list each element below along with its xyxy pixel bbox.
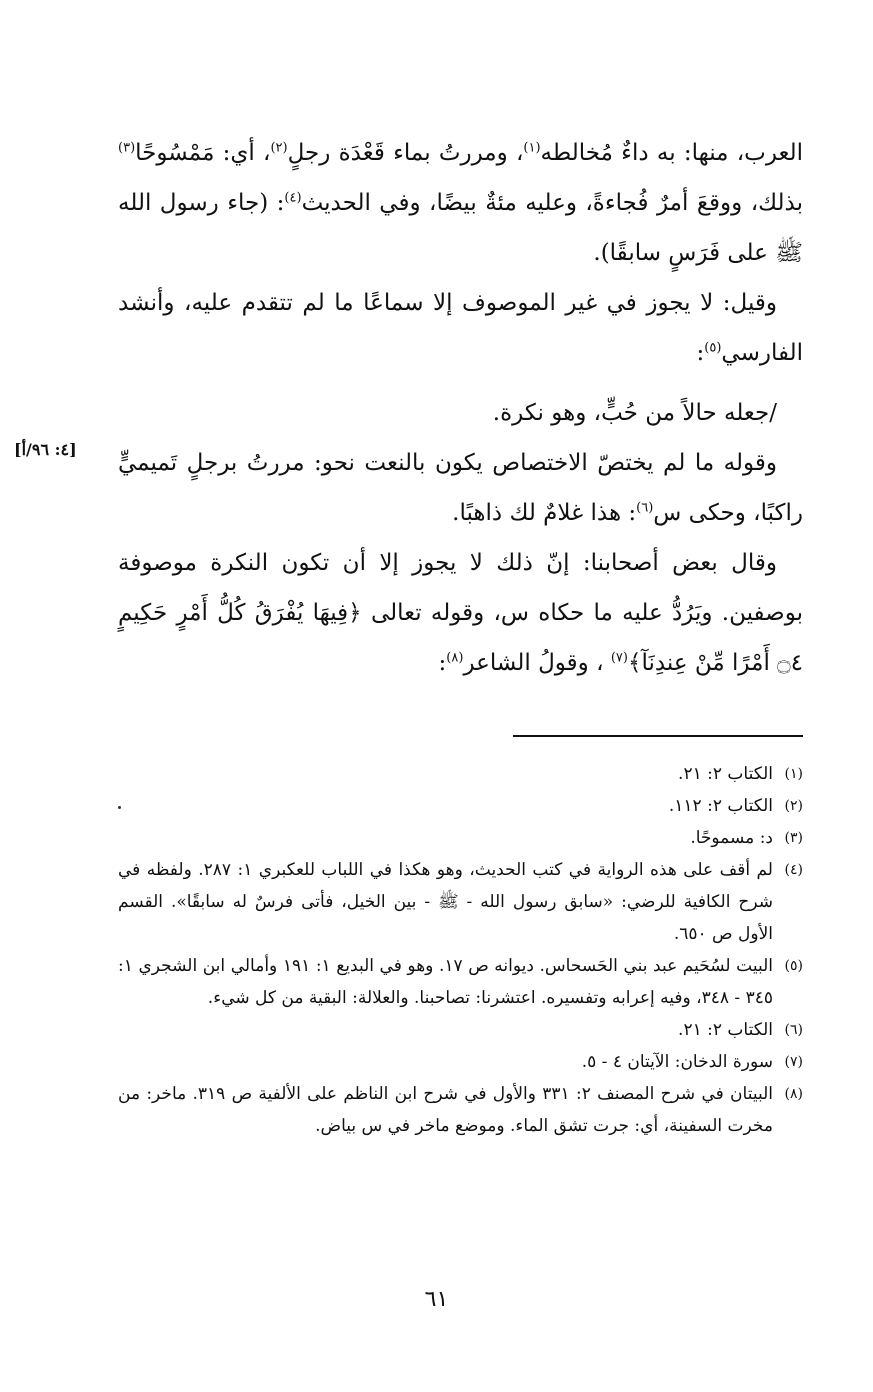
paragraph-4: [118, 438, 803, 538]
footnote-item: [118, 758, 803, 790]
footnote-ref-5[interactable]: (٥): [704, 340, 722, 356]
footnote-number: (٢): [784, 798, 803, 814]
text-run: ، ومررتُ بماء قَعْدَة رجلٍ: [287, 140, 524, 166]
text-run: العرب، منها: به داءٌ مُخالطه: [540, 140, 803, 166]
text-run: وقوله ما لم يختصّ الاختصاص يكون بالنعت نحو: مررتُ برجلٍ تَميميٍّ راكبًا، وحكى س: [118, 450, 803, 526]
paragraph-5: [118, 538, 803, 688]
footnote-text: البيتان في شرح المصنف ٢: ٣٣١ والأول في شرح ابن الناظم على الألفية ص ٣١٩. ماخر: من مخرت السفينة، أي: جرت تشق الماء. وموضع ماخر في س بياض.: [118, 1084, 773, 1136]
paragraph-1: [118, 128, 803, 278]
footnote-number: (٥): [784, 958, 803, 974]
footnote-item: [118, 854, 803, 950]
footnote-ref-7[interactable]: (٧): [610, 650, 628, 666]
footnote-item: [118, 1046, 803, 1078]
text-run: :: [438, 650, 447, 676]
text-run: وقال بعض أصحابنا: إنّ ذلك لا يجوز إلا أن تكون النكرة موصوفة بوصفين. ويَرُدُّ عليه ما حكاه س، وقوله تعالى ﴿فِيهَا يُفْرَقُ كُلُّ أَمْرٍ حَكِيمٍ ۝٤ أَمْرًا مِّنْ عِندِنَآ﴾: [118, 550, 803, 676]
text-run: بذلك، ووقعَ أمرٌ فُجاءةً، وعليه مئةٌ بيضًا، وفي الحديث: [301, 190, 803, 216]
footnote-item: [118, 790, 803, 822]
footnote-ref-3[interactable]: (٣): [118, 140, 136, 156]
footnote-ref-6[interactable]: (٦): [636, 500, 654, 516]
footnote-number: (٦): [784, 1022, 803, 1038]
paragraph-2: [118, 278, 803, 378]
footnote-number: (٣): [784, 830, 803, 846]
text-run: : هذا غلامٌ لك ذاهبًا.: [452, 500, 637, 526]
footnote-text: البيت لسُحَيم عبد بني الحَسحاس. ديوانه ص ١٧. وهو في البديع ١: ١٩١ وأمالي ابن الشجري ١: ٣٤٥ - ٣٤٨، وفيه إعرابه وتفسيره. اعتشرنا: تصاحبنا. والعلالة: البقية من كل شيء.: [118, 956, 773, 1008]
footnote-item: [118, 822, 803, 854]
footnote-number: (٤): [784, 862, 803, 878]
footnote-text: الكتاب ٢: ٢١.: [678, 764, 773, 784]
text-run: :: [696, 340, 705, 366]
footnote-ref-1[interactable]: (١): [523, 140, 541, 156]
footnote-text: الكتاب ٢: ٢١.: [678, 1020, 773, 1040]
footnote-text: لم أقف على هذه الرواية في كتب الحديث، وهو هكذا في اللباب للعكبري ١: ٢٨٧. ولفظه في شرح الكافية للرضي: «سابق رسول الله - ﷺ - بين الخيل، فأتى فرسٌ له سابقًا». القسم الأول ص ٦٥٠.: [118, 860, 773, 944]
speck-mark: [118, 806, 121, 809]
footnotes: [118, 758, 803, 1142]
text-run: /جعله حالاً من حُبٍّ، وهو نكرة.: [492, 400, 777, 426]
page-number: ٦١: [424, 1287, 449, 1312]
footnote-item: [118, 950, 803, 1014]
footnote-text: سورة الدخان: الآيتان ٤ - ٥.: [581, 1052, 773, 1072]
paragraph-3: [118, 388, 803, 438]
footnote-separator: [513, 735, 803, 737]
text-run: وقيل: لا يجوز في غير الموصوف إلا سماعًا ما لم تتقدم عليه، وأنشد الفارسي: [118, 290, 803, 366]
footnote-ref-8[interactable]: (٨): [446, 650, 464, 666]
manuscript-folio-ref: [٤: ٩٦/أ]: [14, 440, 77, 459]
footnote-number: (١): [784, 766, 803, 782]
text-run: ، وقولُ الشاعر: [463, 650, 611, 676]
footnote-ref-4[interactable]: (٤): [284, 190, 302, 206]
footnote-item: [118, 1078, 803, 1142]
footnote-number: (٨): [784, 1086, 803, 1102]
text-run: ، أي: مَمْسُوحًا: [135, 140, 271, 166]
footnote-text: د: مسموحًا.: [690, 828, 773, 848]
footnote-number: (٧): [784, 1054, 803, 1070]
footnote-text: الكتاب ٢: ١١٢.: [668, 796, 773, 816]
footnote-item: [118, 1014, 803, 1046]
footnote-ref-2[interactable]: (٢): [270, 140, 288, 156]
text-run: : (جاء رسول الله ﷺ على فَرَسٍ سابقًا).: [118, 190, 803, 266]
main-text: [118, 128, 803, 688]
